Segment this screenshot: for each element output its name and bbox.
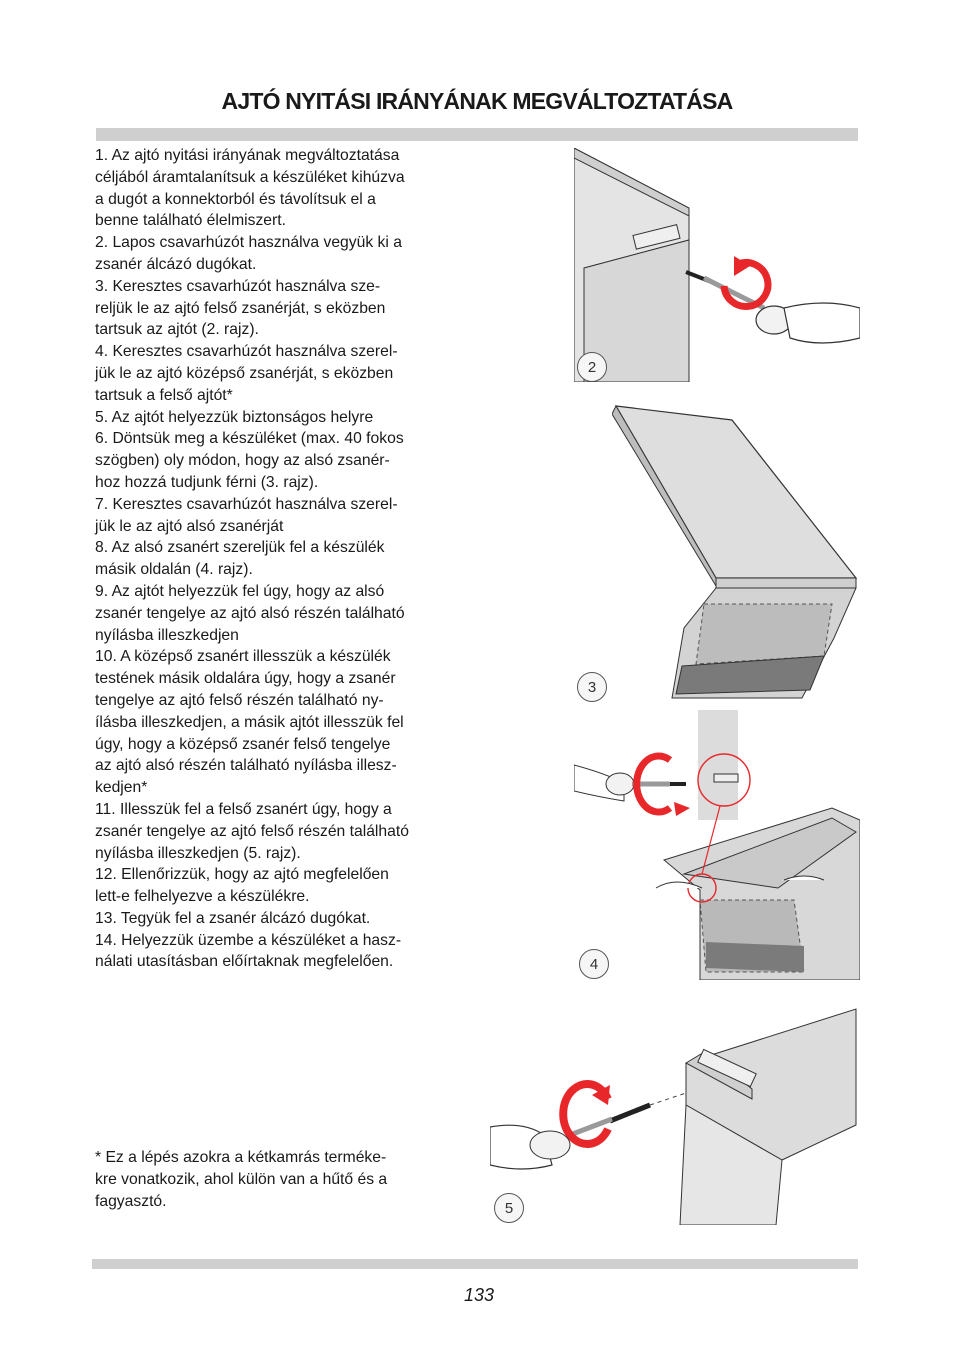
step-line: reljük le az ajtó felső zsanérját, s eközben (95, 299, 386, 317)
figure-4-badge: 4 (579, 949, 609, 979)
figure-4-bottom-hinge (574, 710, 860, 980)
step-line: zsanér tengelye az ajtó felső részén található (95, 822, 409, 840)
step-line: céljából áramtalanítsuk a készüléket kihúzva (95, 168, 405, 186)
step-line: az ajtó alsó részén található nyílásba illesz- (95, 757, 397, 775)
instruction-steps (95, 145, 465, 973)
page-title: AJTÓ NYITÁSI IRÁNYÁNAK MEGVÁLTOZTATÁSA (221, 88, 733, 114)
figure-2-badge: 2 (577, 352, 607, 382)
step-line: testének másik oldalára úgy, hogy a zsanér (95, 670, 396, 688)
footer-rule (92, 1259, 858, 1269)
step-line: jük le az ajtó középső zsanérját, s eközben (95, 364, 394, 382)
step-line: 2. Lapos csavarhúzót használva vegyük ki a (95, 234, 402, 252)
step-line: a dugót a konnektorból és távolítsuk el a (95, 190, 376, 208)
step-line: 8. Az alsó zsanért szereljük fel a készülék (95, 539, 385, 557)
step-line: zsanér álcázó dugókat. (95, 255, 257, 273)
step-line: 7. Keresztes csavarhúzót használva szerel- (95, 495, 398, 513)
figure-5-top-hinge-refit (490, 1005, 860, 1225)
figure-3-tilted-appliance (612, 398, 860, 704)
step-line: tartsuk a felső ajtót* (95, 386, 233, 404)
step-line: zsanér tengelye az ajtó alsó részén található (95, 604, 405, 622)
step-line: 4. Keresztes csavarhúzót használva szerel- (95, 343, 398, 361)
step-line: 12. Ellenőrizzük, hogy az ajtó megfelelően (95, 866, 389, 884)
figure-2-top-hinge (574, 148, 860, 382)
header-rule (96, 128, 858, 141)
step-line: tartsuk az ajtót (2. rajz). (95, 321, 259, 339)
step-line: ílásba illeszkedjen, a másik ajtót illesszük fel (95, 713, 404, 731)
figure-5-badge: 5 (494, 1193, 524, 1223)
step-line: 5. Az ajtót helyezzük biztonságos helyre (95, 408, 374, 426)
step-line: benne található élelmiszert. (95, 212, 286, 230)
step-line: tengelye az ajtó felső részén található ny- (95, 691, 384, 709)
step-line: jük le az ajtó alsó zsanérját (95, 517, 284, 535)
step-line: 10. A középső zsanért illesszük a készülék (95, 648, 391, 666)
footnote-line: kre vonatkozik, ahol külön van a hűtő és a (95, 1170, 388, 1188)
step-line: másik oldalán (4. rajz). (95, 561, 253, 579)
step-line: 1. Az ajtó nyitási irányának megváltoztatása (95, 147, 400, 164)
step-line: kedjen* (95, 779, 148, 797)
footnote-line: * Ez a lépés azokra a kétkamrás terméke- (95, 1149, 387, 1166)
step-line: úgy, hogy a középső zsanér felső tengelye (95, 735, 391, 753)
step-line: szögben) oly módon, hogy az alsó zsanér- (95, 452, 390, 470)
step-line: nálati utasításban előírtaknak megfelelően. (95, 953, 394, 971)
footnote (95, 1147, 465, 1212)
step-line: 11. Illesszük fel a felső zsanért úgy, hogy a (95, 800, 392, 818)
page-number: 133 (463, 1285, 495, 1305)
step-line: nyílásba illeszkedjen (5. rajz). (95, 844, 301, 862)
step-line: nyílásba illeszkedjen (95, 626, 239, 644)
step-line: hoz hozzá tudjunk férni (3. rajz). (95, 473, 319, 491)
footnote-line: fagyasztó. (95, 1192, 167, 1210)
figure-3-badge: 3 (577, 672, 607, 702)
step-line: lett-e felhelyezve a készülékre. (95, 888, 310, 906)
step-line: 13. Tegyük fel a zsanér álcázó dugókat. (95, 909, 371, 927)
step-line: 6. Döntsük meg a készüléket (max. 40 fokos (95, 430, 404, 448)
step-line: 3. Keresztes csavarhúzót használva sze- (95, 277, 381, 295)
step-line: 14. Helyezzük üzembe a készüléket a hasz- (95, 931, 402, 949)
step-line: 9. Az ajtót helyezzük fel úgy, hogy az alsó (95, 582, 385, 600)
